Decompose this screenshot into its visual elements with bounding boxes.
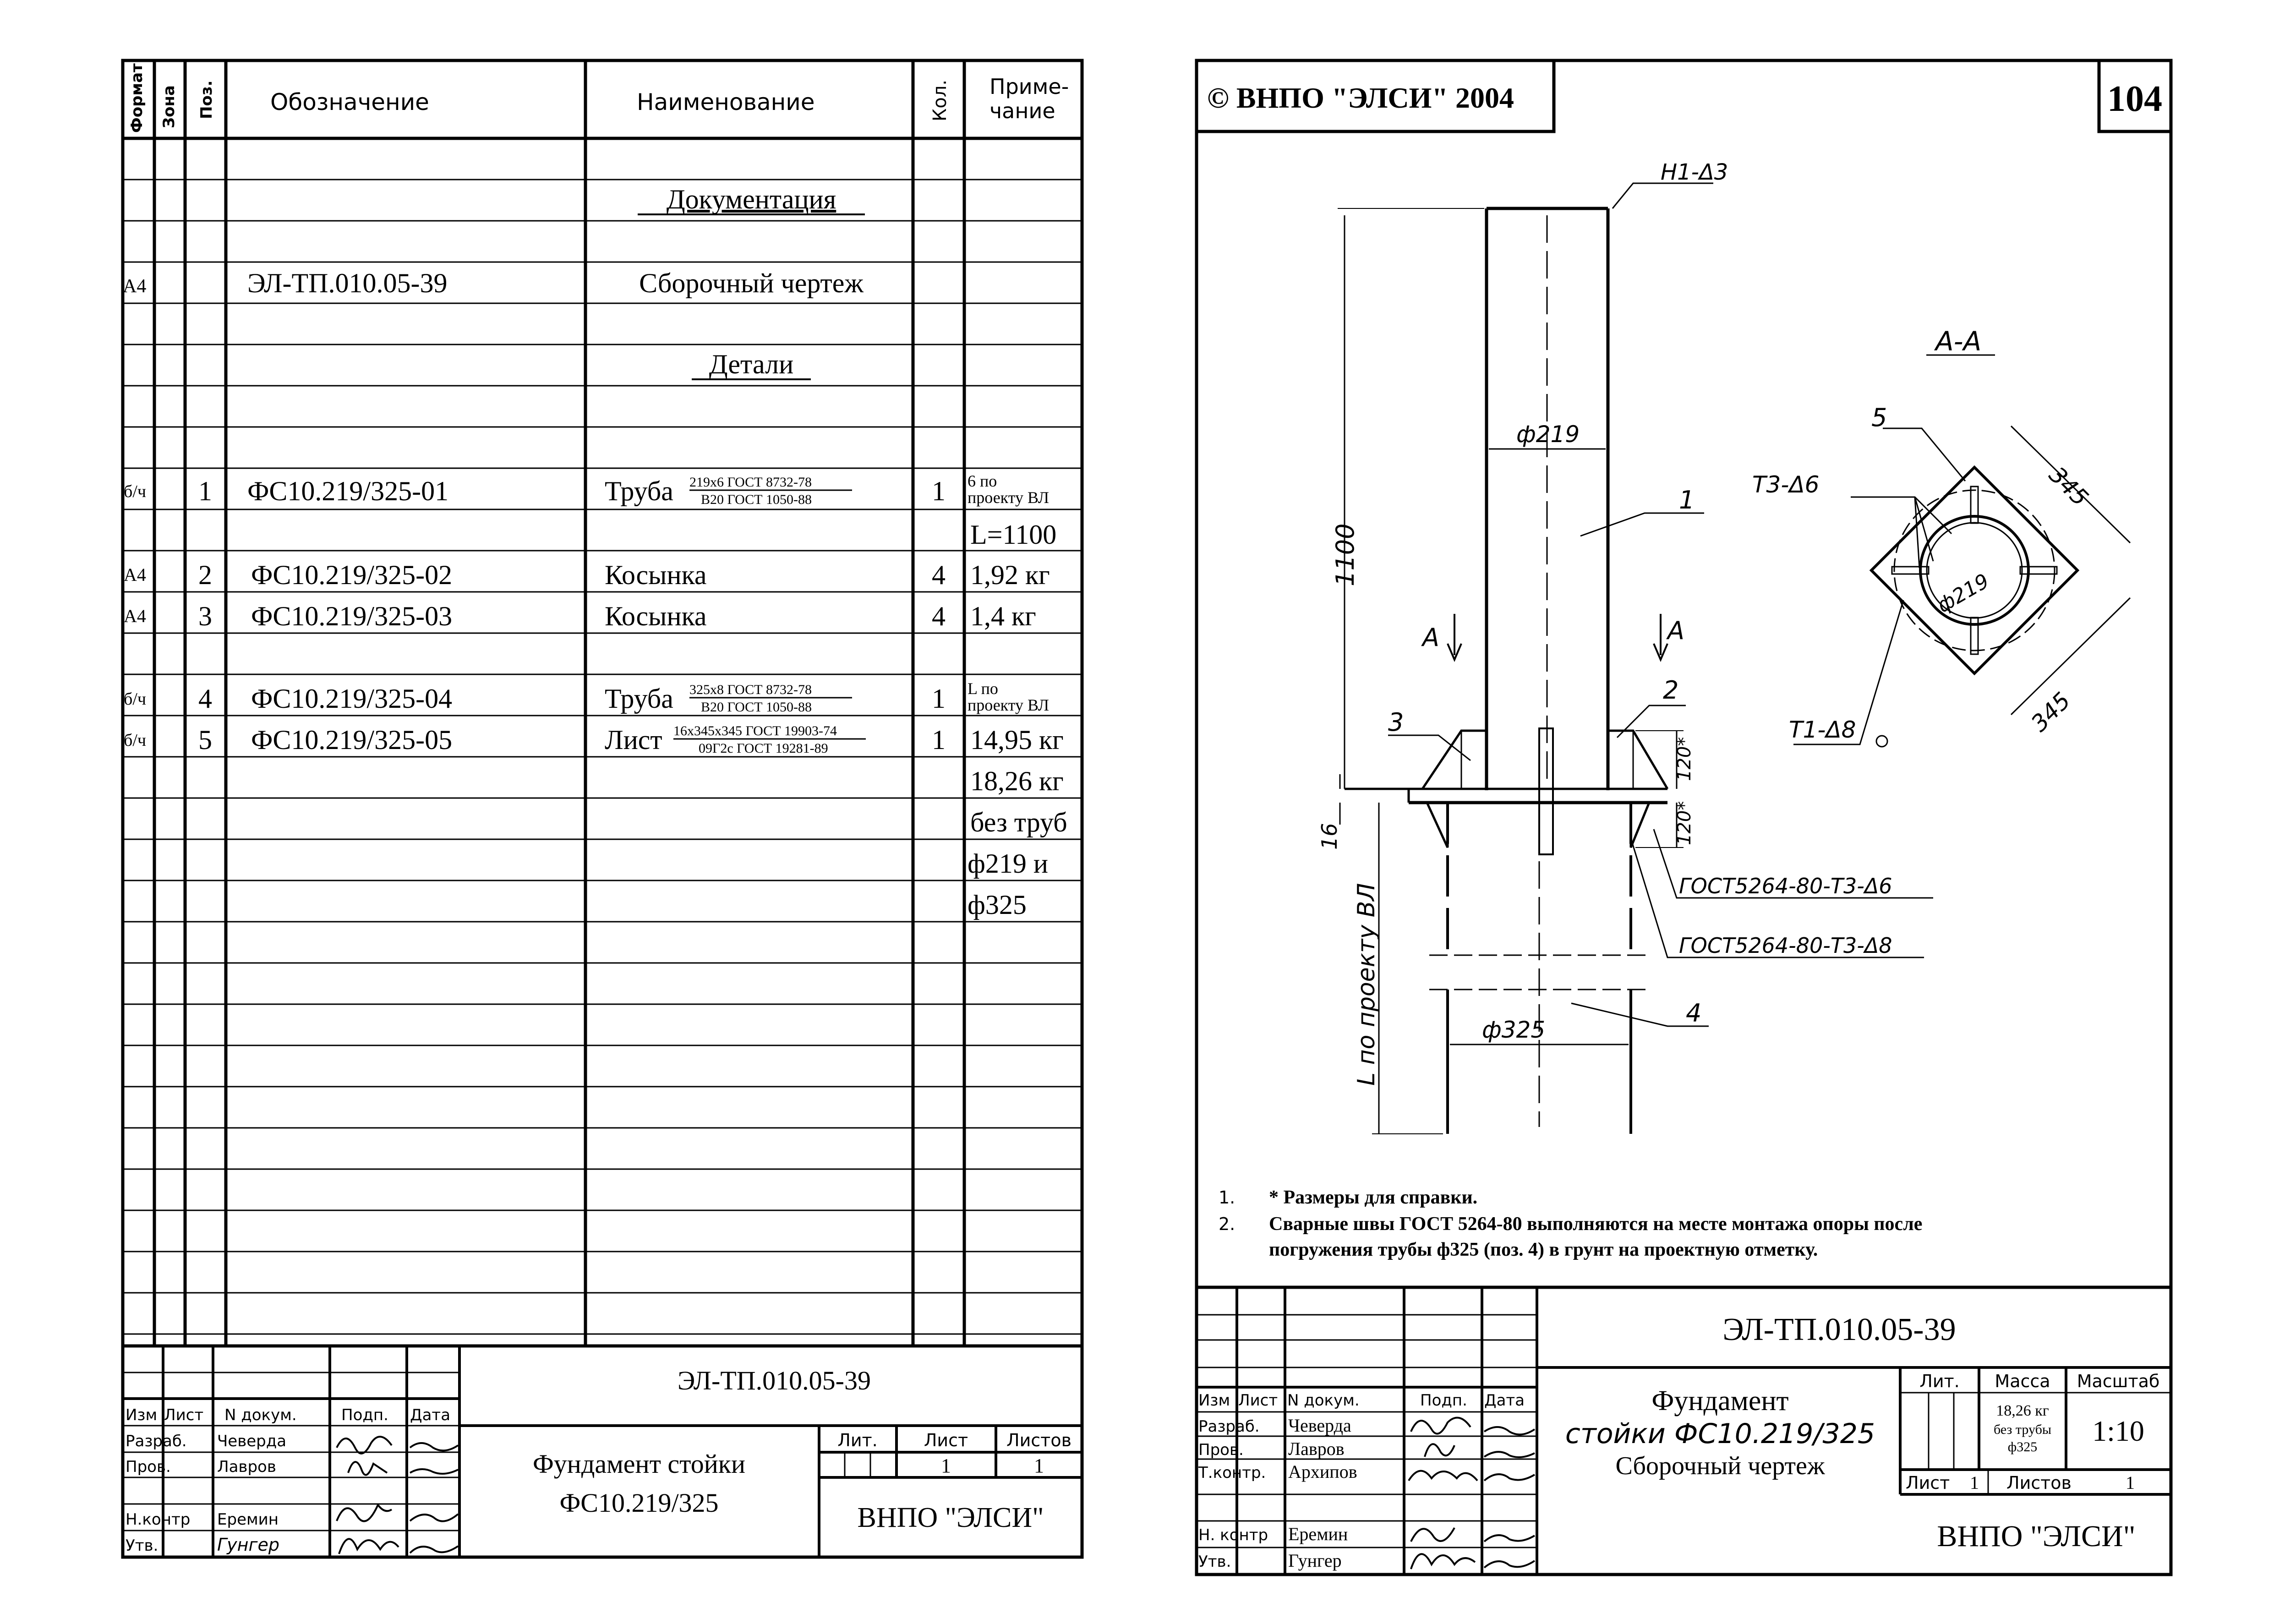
list-value: 1 xyxy=(1970,1472,1979,1493)
doc-format: А4 xyxy=(123,276,147,297)
row-format: А4 xyxy=(124,564,146,585)
row-note-2: проекту ВЛ xyxy=(968,488,1050,507)
row-note: 1,92 кг xyxy=(970,560,1050,590)
row-spec-bottom: В20 ГОСТ 1050-88 xyxy=(701,492,812,507)
row-designation: ФС10.219/325-01 xyxy=(247,476,449,506)
title-line-1: Фундамент xyxy=(1651,1385,1789,1416)
name-utv: Гунгер xyxy=(217,1535,279,1555)
mass-note: 18,26 кг xyxy=(970,766,1064,796)
name-prov: Лавров xyxy=(217,1458,276,1476)
row-note-2: проекту ВЛ xyxy=(968,696,1050,714)
row-name: Косынка xyxy=(605,601,707,631)
row-format: б/ч xyxy=(124,482,147,501)
spec-row-3 xyxy=(124,601,1036,631)
role-utv: Утв. xyxy=(1198,1553,1231,1571)
name-nkontr: Еремин xyxy=(1288,1524,1348,1544)
row-spec-top: 325х8 ГОСТ 8732-78 xyxy=(689,682,812,697)
row-spec-bottom: В20 ГОСТ 1050-88 xyxy=(701,700,812,715)
row-name: Труба xyxy=(605,684,673,714)
row-pos: 4 xyxy=(198,684,212,714)
row-spec-top: 219х6 ГОСТ 8732-78 xyxy=(689,475,812,490)
section-label: А-А xyxy=(1935,326,1982,357)
role-nkontr: Н.контр xyxy=(126,1510,191,1529)
name-tkontr: Архипов xyxy=(1288,1461,1357,1482)
callout-4: 4 xyxy=(1686,999,1702,1028)
row-note-length: L=1100 xyxy=(970,519,1057,550)
mass-note: ф219 и xyxy=(968,848,1048,879)
header-note-2: чание xyxy=(989,98,1055,123)
label-top-weld: Н1-Δ3 xyxy=(1661,159,1728,185)
col-data: Дата xyxy=(410,1406,451,1424)
copyright-label: © ВНПО "ЭЛСИ" 2004 xyxy=(1207,82,1514,114)
note-text: * Размеры для справки. xyxy=(1269,1187,1478,1208)
signature-marks xyxy=(1409,1418,1535,1569)
col-ndoc: N докум. xyxy=(1287,1391,1360,1410)
row-name: Лист xyxy=(605,725,662,755)
row-name: Косынка xyxy=(605,560,707,590)
row-name: Труба xyxy=(605,476,673,506)
lit-label: Лит. xyxy=(1919,1371,1960,1391)
row-format: б/ч xyxy=(124,689,147,709)
page-number: 104 xyxy=(2107,79,2162,119)
role-utv: Утв. xyxy=(126,1537,159,1555)
drawing-doc-code: ЭЛ-ТП.010.05-39 xyxy=(1722,1312,1956,1347)
dim-1100: 1100 xyxy=(1331,523,1360,586)
diam-219-label: ф219 xyxy=(1516,421,1580,448)
row-qty: 4 xyxy=(932,560,946,590)
weld-t1: Т1-Δ8 xyxy=(1789,716,1856,743)
section-details: Детали xyxy=(709,349,794,379)
role-tkontr: Т.контр. xyxy=(1198,1464,1266,1482)
doc-name: Сборочный чертеж xyxy=(639,268,864,298)
dim-345-a: 345 xyxy=(2044,461,2094,511)
spec-org: ВНПО "ЭЛСИ" xyxy=(857,1502,1044,1533)
callout-1: 1 xyxy=(1679,486,1695,514)
length-note: L по проекту ВЛ xyxy=(1353,883,1380,1086)
signature-marks xyxy=(337,1437,458,1554)
spec-title-block xyxy=(123,1346,1082,1557)
name-nkontr: Еремин xyxy=(217,1510,279,1529)
col-data: Дата xyxy=(1484,1391,1525,1410)
row-qty: 1 xyxy=(932,684,946,714)
mass-note: ф325 xyxy=(968,890,1027,920)
section-diam-219: ф219 xyxy=(1933,569,1993,618)
row-pos: 2 xyxy=(198,560,212,590)
role-prov: Пров. xyxy=(1198,1441,1244,1459)
row-note-1: L по xyxy=(968,679,998,698)
title-line-3: Сборочный чертеж xyxy=(1615,1452,1825,1480)
cut-mark-left: А xyxy=(1422,623,1439,652)
name-razrab: Чеверда xyxy=(1288,1415,1351,1436)
specification-sheet xyxy=(123,60,1082,1557)
col-izm: Изм xyxy=(1198,1391,1230,1410)
header-designation: Обозначение xyxy=(270,89,429,115)
weld-gost-1: ГОСТ5264-80-Т3-Δ6 xyxy=(1679,874,1892,898)
header-qty: Кол. xyxy=(929,79,951,121)
col-podp: Подп. xyxy=(1420,1391,1467,1410)
list-value: 1 xyxy=(941,1454,951,1477)
row-designation: ФС10.219/325-04 xyxy=(251,684,453,714)
mass-label: Масса xyxy=(1995,1371,2050,1391)
row-note: 1,4 кг xyxy=(970,601,1036,631)
name-utv: Гунгер xyxy=(1288,1550,1342,1571)
row-spec-top: 16х345х345 ГОСТ 19903-74 xyxy=(673,723,837,738)
row-format: А4 xyxy=(124,606,146,626)
row-qty: 1 xyxy=(932,725,946,755)
role-prov: Пров. xyxy=(126,1458,171,1476)
spec-row-5 xyxy=(124,723,1064,756)
spec-title-line-1: Фундамент стойки xyxy=(532,1449,746,1479)
diam-325-label: ф325 xyxy=(1482,1017,1546,1043)
row-designation: ФС10.219/325-03 xyxy=(251,601,453,631)
col-izm: Изм xyxy=(126,1406,158,1424)
callout-2: 2 xyxy=(1663,676,1679,705)
header-name: Наименование xyxy=(637,89,815,115)
col-list: Лист xyxy=(164,1406,204,1424)
scale-label: Масштаб xyxy=(2077,1371,2160,1391)
weld-gost-2: ГОСТ5264-80-Т3-Δ8 xyxy=(1679,933,1892,958)
header-note-1: Приме- xyxy=(989,74,1069,99)
section-view-a-a xyxy=(1793,355,2130,747)
cut-mark-right: А xyxy=(1667,616,1684,645)
row-note: 14,95 кг xyxy=(970,725,1064,755)
row-format: б/ч xyxy=(124,731,147,750)
listov-value: 1 xyxy=(2126,1472,2135,1493)
row-designation: ФС10.219/325-02 xyxy=(251,560,453,590)
name-razrab: Чеверда xyxy=(217,1432,287,1450)
callout-3: 3 xyxy=(1388,708,1404,737)
list-label: Лист xyxy=(1906,1473,1950,1493)
spec-title-line-2: ФС10.219/325 xyxy=(559,1488,719,1518)
row-spec-bottom: 09Г2с ГОСТ 19281-89 xyxy=(699,741,828,756)
listov-label: Листов xyxy=(2006,1473,2072,1493)
mass-note: без труб xyxy=(970,807,1067,837)
title-line-2: стойки ФС10.219/325 xyxy=(1565,1418,1875,1450)
note-text: погружения трубы ф325 (поз. 4) в грунт на проектную отметку. xyxy=(1269,1239,1818,1260)
spec-doc-code: ЭЛ-ТП.010.05-39 xyxy=(678,1366,871,1395)
dim-345-b: 345 xyxy=(2026,687,2076,737)
elevation-view xyxy=(1338,183,1933,1134)
role-razrab: Разраб. xyxy=(126,1432,187,1450)
listov-value: 1 xyxy=(1034,1454,1044,1477)
header-pos: Поз. xyxy=(197,80,216,119)
name-prov: Лавров xyxy=(1288,1438,1345,1459)
note-num: 1. xyxy=(1219,1187,1235,1208)
mass-value-3: ф325 xyxy=(2007,1439,2038,1454)
mass-value-2: без трубы xyxy=(1993,1422,2052,1437)
role-nkontr: Н. контр xyxy=(1198,1526,1268,1544)
row-pos: 3 xyxy=(198,601,212,631)
dim-120-top: 120* xyxy=(1674,737,1695,781)
callout-5: 5 xyxy=(1871,403,1887,432)
doc-designation: ЭЛ-ТП.010.05-39 xyxy=(247,268,448,298)
drawing-org: ВНПО "ЭЛСИ" xyxy=(1937,1520,2136,1553)
drawing-title-block xyxy=(1197,1287,2171,1575)
row-pos: 1 xyxy=(198,476,212,506)
drawing-notes xyxy=(1219,1187,1922,1260)
row-note-1: 6 по xyxy=(968,472,997,490)
weld-t3-section: Т3-Δ6 xyxy=(1752,471,1820,498)
col-podp: Подп. xyxy=(341,1406,388,1424)
note-text: Сварные швы ГОСТ 5264-80 выполняются на месте монтажа опоры после xyxy=(1269,1214,1923,1235)
mass-value-1: 18,26 кг xyxy=(1996,1402,2049,1419)
row-pos: 5 xyxy=(198,725,212,755)
section-documentation: Документация xyxy=(666,184,836,214)
header-zone: Зона xyxy=(160,85,178,128)
note-num: 2. xyxy=(1219,1214,1235,1234)
col-ndoc: N докум. xyxy=(224,1406,297,1424)
row-qty: 4 xyxy=(932,601,946,631)
col-list: Лист xyxy=(1238,1391,1278,1410)
row-qty: 1 xyxy=(932,476,946,506)
row-designation: ФС10.219/325-05 xyxy=(251,725,453,755)
assembly-drawing-sheet xyxy=(1197,60,2171,1575)
lit-label: Лит. xyxy=(837,1430,878,1450)
listov-label: Листов xyxy=(1006,1430,1071,1450)
dim-120-bottom: 120* xyxy=(1674,801,1695,845)
header-format: Формат xyxy=(128,63,146,133)
role-razrab: Разраб. xyxy=(1198,1417,1260,1436)
list-label: Лист xyxy=(924,1430,968,1450)
scale-value: 1:10 xyxy=(2092,1415,2144,1447)
dim-16: 16 xyxy=(1317,823,1342,850)
